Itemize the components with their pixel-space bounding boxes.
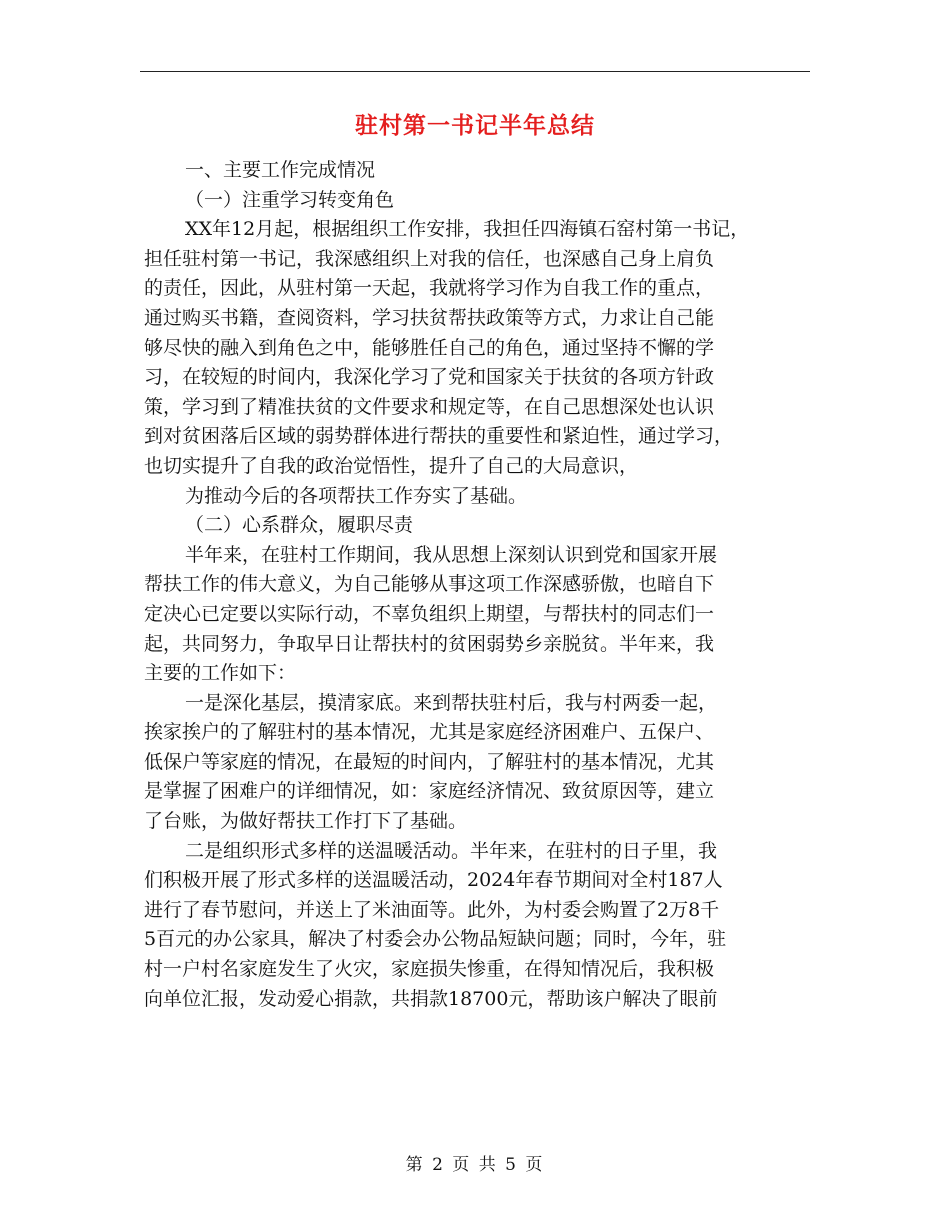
- document-title: 驻村第一书记半年总结: [355, 112, 595, 139]
- paragraph-line: 半年来，在驻村工作期间，我从思想上深刻认识到党和国家开展: [185, 543, 718, 566]
- paragraph-line: 担任驻村第一书记，我深感组织上对我的信任，也深感自己身上肩负: [144, 247, 715, 270]
- paragraph-line: 的责任，因此，从驻村第一天起，我就将学习作为自我工作的重点，: [144, 277, 715, 300]
- paragraph-line: 到对贫困落后区域的弱势群体进行帮扶的重要性和紧迫性，通过学习，: [144, 425, 734, 448]
- subsection-heading: （二）心系群众，履职尽责: [185, 514, 414, 537]
- header-rule: [140, 71, 810, 72]
- paragraph-line: 主要的工作如下：: [144, 662, 297, 685]
- paragraph-line: 帮扶工作的伟大意义，为自己能够从事这项工作深感骄傲，也暗自下: [144, 573, 715, 596]
- paragraph-line: 为推动今后的各项帮扶工作夯实了基础。: [185, 484, 528, 507]
- subsection-heading: （一）注重学习转变角色: [185, 188, 395, 211]
- paragraph-line: 们积极开展了形式多样的送温暖活动，2024年春节期间对全村187人: [144, 869, 723, 892]
- document-body: [144, 156, 810, 1014]
- paragraph-line: 低保户等家庭的情况，在最短的时间内，了解驻村的基本情况，尤其: [144, 750, 715, 773]
- paragraph-line: 是掌握了困难户的详细情况，如：家庭经济情况、致贫原因等，建立: [144, 780, 715, 803]
- paragraph-line: 二是组织形式多样的送温暖活动。半年来，在驻村的日子里，我: [185, 839, 718, 862]
- paragraph-line: 向单位汇报，发动爱心捐款，共捐款18700元，帮助该户解决了眼前: [144, 987, 718, 1010]
- paragraph-line: 通过购买书籍，查阅资料，学习扶贫帮扶政策等方式，力求让自己能: [144, 306, 715, 329]
- paragraph-line: 挨家挨户的了解驻村的基本情况，尤其是家庭经济困难户、五保户、: [144, 721, 715, 744]
- paragraph-line: 定决心已定要以实际行动，不辜负组织上期望，与帮扶村的同志们一: [144, 602, 715, 625]
- paragraph-line: 村一户村名家庭发生了火灾，家庭损失惨重，在得知情况后，我积极: [144, 958, 715, 981]
- paragraph-line: 策，学习到了精准扶贫的文件要求和规定等，在自己思想深处也认识: [144, 395, 715, 418]
- paragraph-line: 起，共同努力，争取早日让帮扶村的贫困弱势乡亲脱贫。半年来，我: [144, 632, 715, 655]
- page-number: 第 2 页 共 5 页: [405, 1155, 545, 1175]
- section-heading: 一、主要工作完成情况: [185, 159, 376, 181]
- paragraph-line: 够尽快的融入到角色之中，能够胜任自己的角色，通过坚持不懈的学: [144, 336, 715, 359]
- paragraph-line: 一是深化基层，摸清家底。来到帮扶驻村后，我与村两委一起，: [185, 691, 718, 714]
- paragraph-line: 进行了春节慰问，并送上了米油面等。此外，为村委会购置了2万8千: [144, 898, 720, 921]
- paragraph-line: XX年12月起，根据组织工作安排，我担任四海镇石窑村第一书记，: [185, 218, 750, 241]
- paragraph-line: 也切实提升了自我的政治觉悟性，提升了自己的大局意识，: [144, 454, 639, 477]
- paragraph-line: 5百元的办公家具，解决了村委会办公物品短缺问题；同时，今年，驻: [144, 928, 727, 951]
- paragraph-line: 了台账，为做好帮扶工作打下了基础。: [144, 810, 468, 833]
- paragraph-line: 习，在较短的时间内，我深化学习了党和国家关于扶贫的各项方针政: [144, 366, 715, 389]
